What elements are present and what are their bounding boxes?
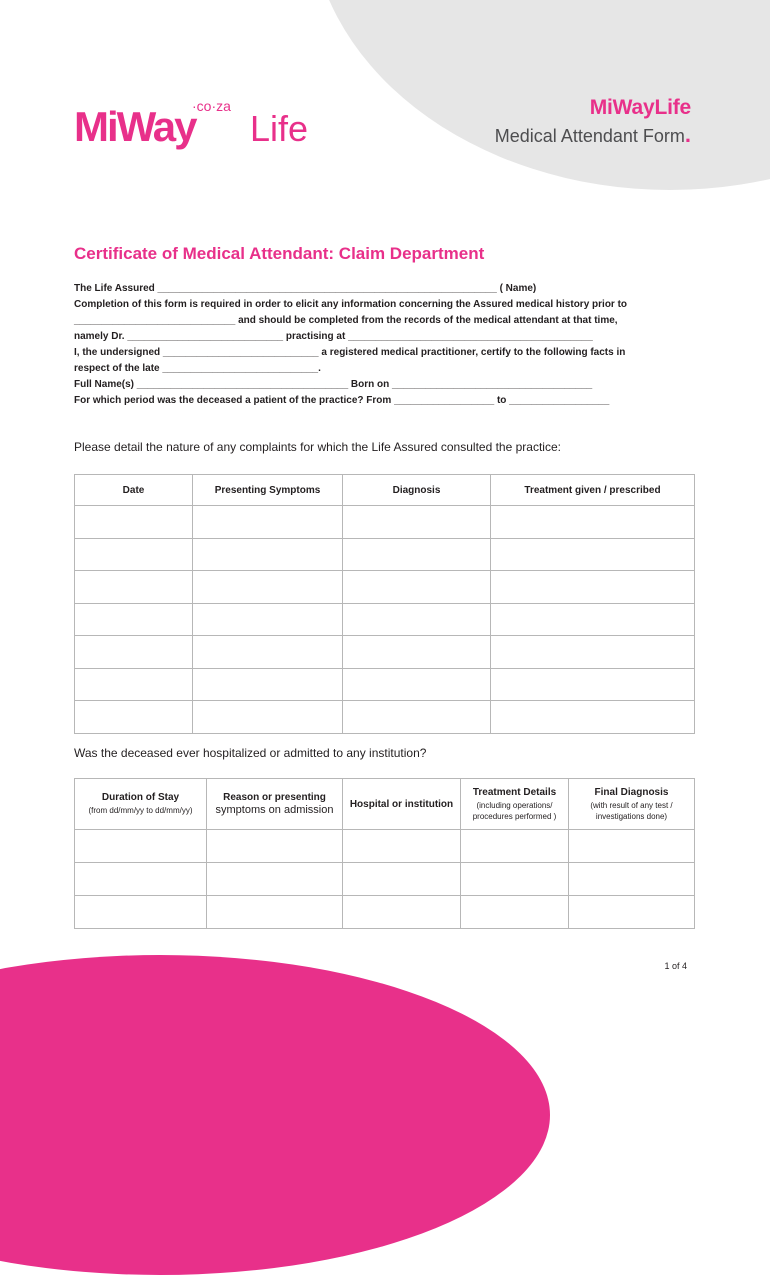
svg-text:Life: Life xyxy=(250,108,309,149)
late-line[interactable]: respect of the late ____________________________. xyxy=(74,363,321,374)
table-cell[interactable] xyxy=(461,896,569,929)
table-cell[interactable] xyxy=(343,506,491,539)
table-cell[interactable] xyxy=(343,668,491,701)
table-cell[interactable] xyxy=(75,668,193,701)
footer-background-shape xyxy=(0,955,550,1275)
table-row xyxy=(75,636,695,669)
table-cell[interactable] xyxy=(193,538,343,571)
table-cell[interactable] xyxy=(75,571,193,604)
column-reason: Reason or presenting symptoms on admission xyxy=(207,779,343,830)
table-cell[interactable] xyxy=(491,538,695,571)
table-cell[interactable] xyxy=(75,538,193,571)
table-cell[interactable] xyxy=(75,863,207,896)
brand-name: MiWayLife xyxy=(589,96,691,119)
complaints-prompt: Please detail the nature of any complaints for which the Life Assured consulted the practice: xyxy=(74,440,561,454)
undersigned-line[interactable]: I, the undersigned ____________________________ a registered medical practitioner, certify to the following facts in xyxy=(74,347,626,358)
column-presenting-symptoms: Presenting Symptoms xyxy=(193,475,343,506)
table-cell[interactable] xyxy=(193,506,343,539)
table-row xyxy=(75,571,695,604)
hospital-prompt: Was the deceased ever hospitalized or admitted to any institution? xyxy=(74,746,427,760)
table-cell[interactable] xyxy=(193,668,343,701)
table-row xyxy=(75,701,695,734)
table-row xyxy=(75,830,695,863)
header-background-shape xyxy=(310,0,770,190)
hospital-table xyxy=(74,778,695,929)
certificate-statement xyxy=(74,281,714,409)
column-diagnosis: Diagnosis xyxy=(343,475,491,506)
table-cell[interactable] xyxy=(193,701,343,734)
life-assured-line[interactable]: The Life Assured _____________________________________________________________ ( Name) xyxy=(74,283,537,294)
table-cell[interactable] xyxy=(75,896,207,929)
table-cell[interactable] xyxy=(461,830,569,863)
doctor-line[interactable]: namely Dr. ____________________________ practising at ____________________________________________ xyxy=(74,331,593,342)
table-cell[interactable] xyxy=(343,636,491,669)
miway-life-logo xyxy=(74,97,336,159)
full-name-line[interactable]: Full Name(s) ______________________________________ Born on ____________________________________ xyxy=(74,379,593,390)
table-cell[interactable] xyxy=(75,830,207,863)
table-cell[interactable] xyxy=(569,830,695,863)
table-cell[interactable] xyxy=(461,863,569,896)
column-hospital: Hospital or institution xyxy=(343,779,461,830)
completion-line: Completion of this form is required in order to elicit any information concerning the Assured medical history prior to xyxy=(74,299,628,310)
column-date: Date xyxy=(75,475,193,506)
table-row xyxy=(75,896,695,929)
complaints-header-row xyxy=(75,475,695,506)
column-final-diagnosis: Final Diagnosis (with result of any test / investigations done) xyxy=(569,779,695,830)
table-cell[interactable] xyxy=(569,863,695,896)
table-cell[interactable] xyxy=(491,571,695,604)
table-cell[interactable] xyxy=(75,603,193,636)
period-line[interactable]: For which period was the deceased a patient of the practice? From __________________ to __________________ xyxy=(74,395,610,406)
table-cell[interactable] xyxy=(193,603,343,636)
table-cell[interactable] xyxy=(343,863,461,896)
table-cell[interactable] xyxy=(193,636,343,669)
table-cell[interactable] xyxy=(491,668,695,701)
complaints-table xyxy=(74,474,695,734)
table-cell[interactable] xyxy=(343,701,491,734)
table-cell[interactable] xyxy=(491,636,695,669)
svg-text:MiWay: MiWay xyxy=(74,103,196,150)
table-cell[interactable] xyxy=(491,701,695,734)
table-cell[interactable] xyxy=(193,571,343,604)
table-cell[interactable] xyxy=(491,603,695,636)
column-duration-of-stay: Duration of Stay (from dd/mm/yy to dd/mm/yy) xyxy=(75,779,207,830)
table-row xyxy=(75,668,695,701)
table-row xyxy=(75,538,695,571)
table-cell[interactable] xyxy=(491,506,695,539)
table-cell[interactable] xyxy=(343,538,491,571)
table-cell[interactable] xyxy=(569,896,695,929)
table-row xyxy=(75,863,695,896)
table-cell[interactable] xyxy=(207,896,343,929)
table-cell[interactable] xyxy=(75,636,193,669)
table-cell[interactable] xyxy=(75,506,193,539)
table-cell[interactable] xyxy=(75,701,193,734)
table-cell[interactable] xyxy=(207,863,343,896)
page-number: 1 of 4 xyxy=(664,961,687,971)
records-line[interactable]: _____________________________ and should be completed from the records of the medical attendant at that time, xyxy=(74,315,618,326)
hospital-header-row xyxy=(75,779,695,830)
form-name: Medical Attendant Form. xyxy=(494,122,691,147)
table-row xyxy=(75,603,695,636)
column-treatment-details: Treatment Details (including operations/ procedures performed ) xyxy=(461,779,569,830)
table-cell[interactable] xyxy=(343,830,461,863)
table-cell[interactable] xyxy=(343,571,491,604)
table-cell[interactable] xyxy=(343,896,461,929)
table-row xyxy=(75,506,695,539)
svg-text:·co·za: ·co·za xyxy=(192,98,231,114)
table-cell[interactable] xyxy=(343,603,491,636)
certificate-title: Certificate of Medical Attendant: Claim Department xyxy=(74,244,485,263)
column-treatment: Treatment given / prescribed xyxy=(491,475,695,506)
table-cell[interactable] xyxy=(207,830,343,863)
